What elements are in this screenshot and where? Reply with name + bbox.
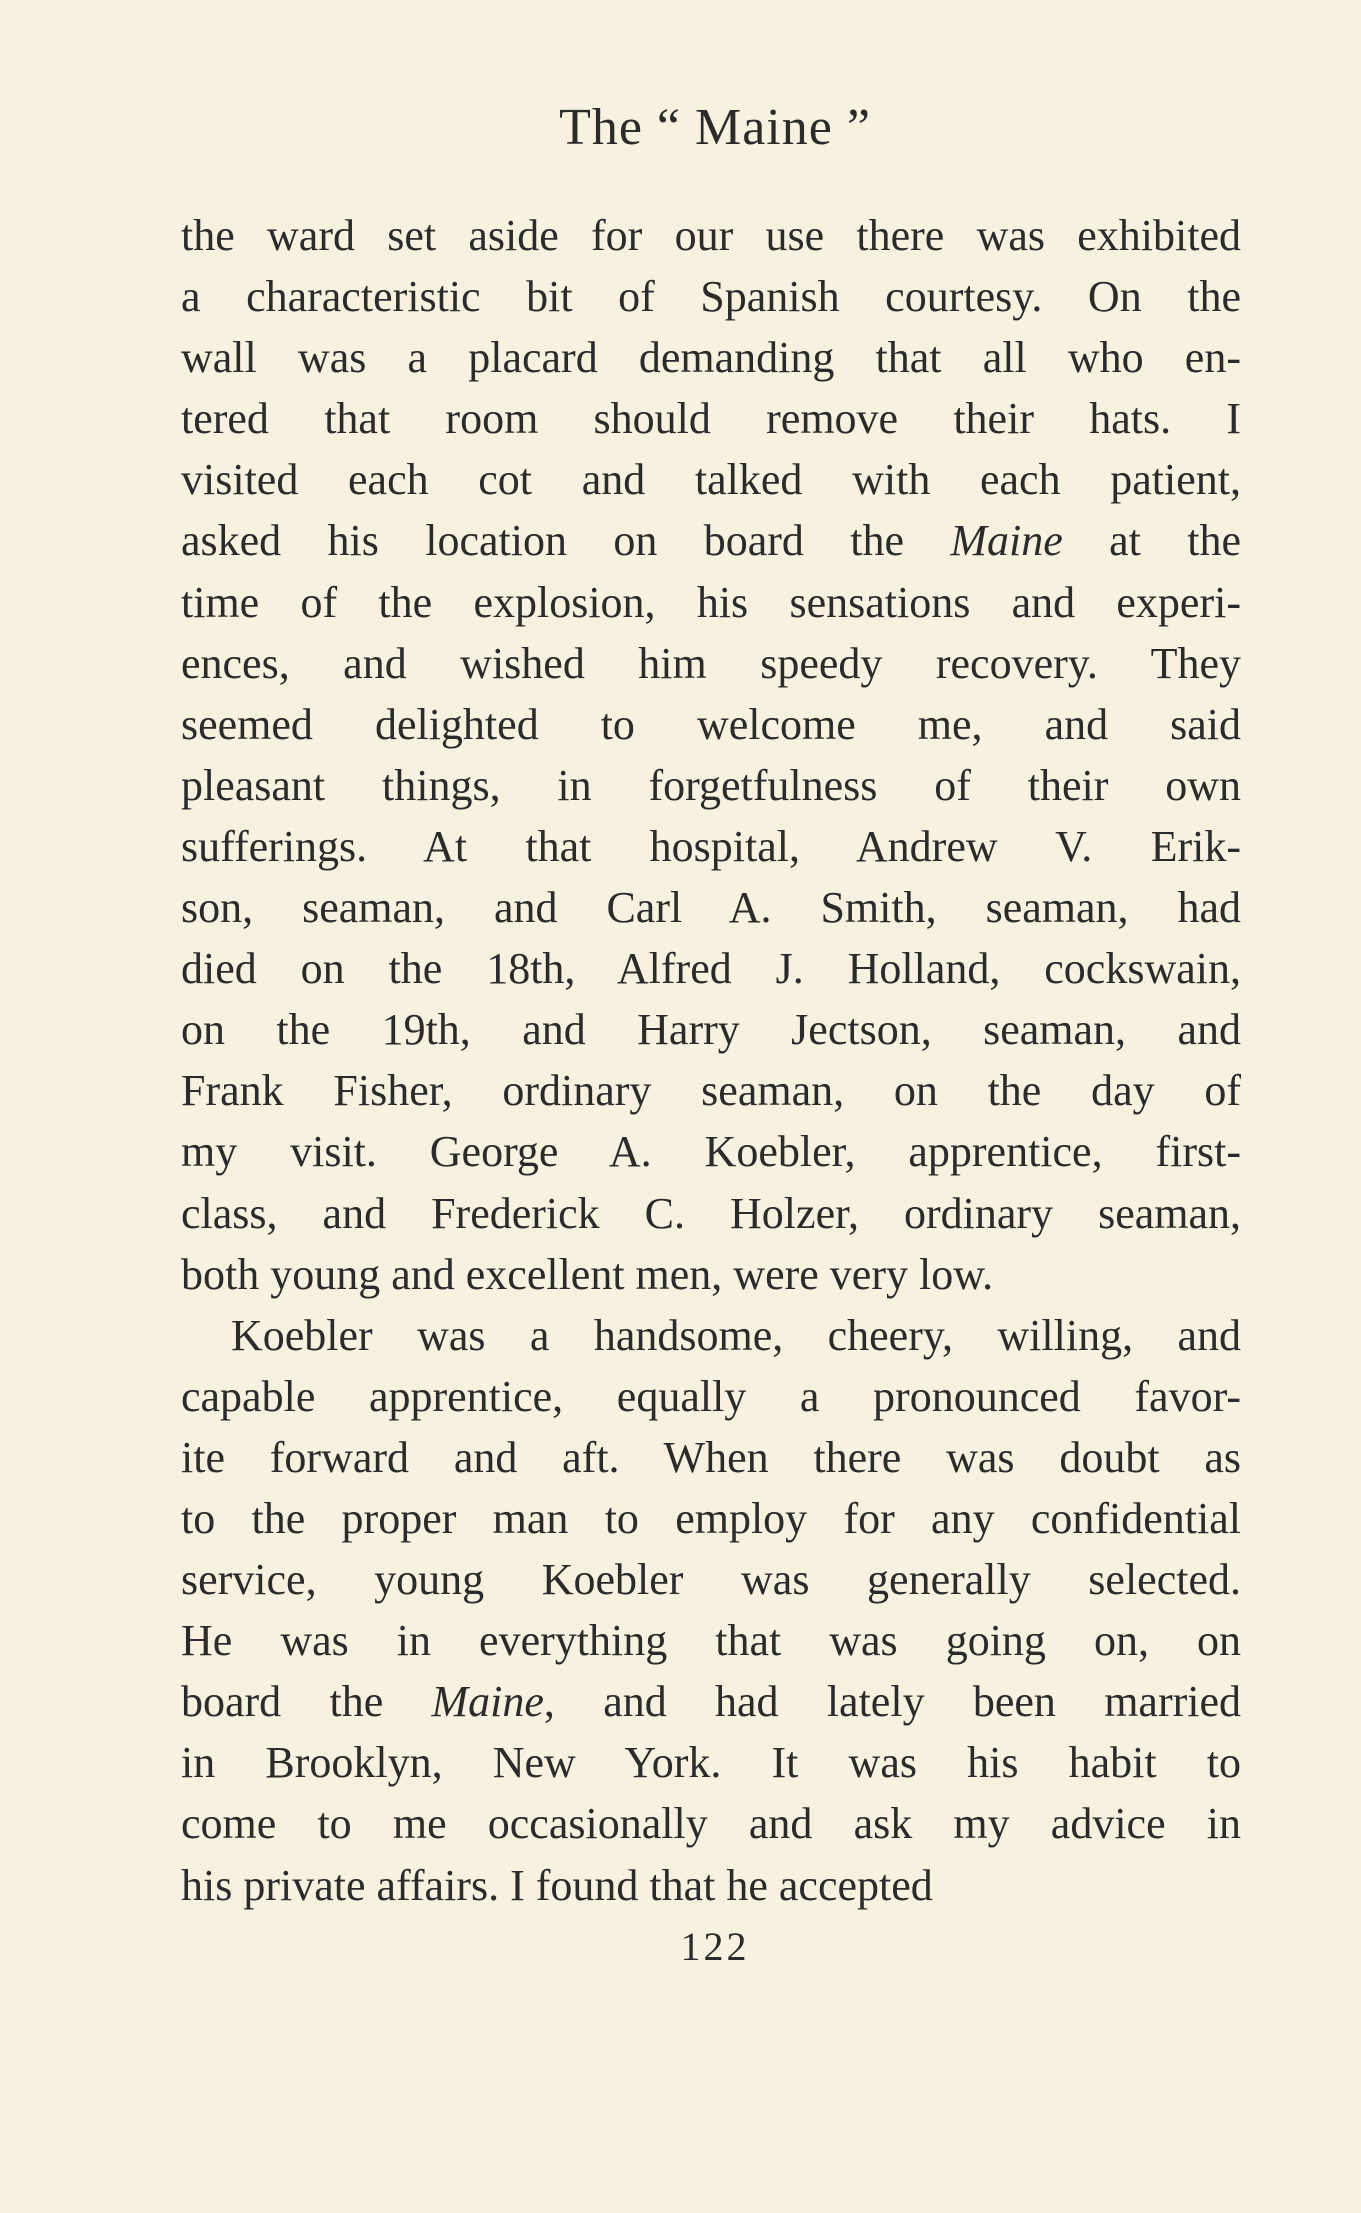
text-line: seemed delighted to welcome me, and said bbox=[181, 699, 1241, 749]
text-line: board the Maine, and had lately been married bbox=[181, 1677, 1242, 1727]
body-text bbox=[181, 205, 1241, 1916]
text-line: ences, and wished him speedy recovery. They bbox=[181, 638, 1241, 688]
text-line: visited each cot and talked with each patient, bbox=[181, 455, 1241, 505]
text-line: tered that room should remove their hats. I bbox=[181, 394, 1241, 444]
text-line: pleasant things, in forgetfulness of their own bbox=[181, 760, 1241, 810]
italic-ship-name: Maine bbox=[950, 516, 1063, 566]
text-line: both young and excellent men, were very low. bbox=[181, 1249, 994, 1299]
text-line: to the proper man to employ for any confidential bbox=[181, 1493, 1241, 1543]
italic-ship-name: Maine bbox=[431, 1677, 544, 1727]
text-line: wall was a placard demanding that all who en- bbox=[181, 333, 1241, 383]
text-line: on the 19th, and Harry Jectson, seaman, and bbox=[181, 1005, 1241, 1055]
text-line: son, seaman, and Carl A. Smith, seaman, had bbox=[181, 883, 1241, 933]
text-line: Frank Fisher, ordinary seaman, on the day of bbox=[181, 1066, 1241, 1116]
text-line: died on the 18th, Alfred J. Holland, cockswain, bbox=[181, 944, 1241, 994]
text-line: the ward set aside for our use there was exhibited bbox=[181, 211, 1241, 260]
text-line: sufferings. At that hospital, Andrew V. Erik- bbox=[181, 821, 1241, 871]
text-line: in Brooklyn, New York. It was his habit to bbox=[181, 1738, 1241, 1788]
text-line: asked his location on board the Maine at the bbox=[181, 516, 1241, 566]
page-number: 122 bbox=[680, 1924, 750, 1969]
running-head: The “ Maine ” bbox=[559, 99, 871, 156]
text-line: service, young Koebler was generally selected. bbox=[181, 1555, 1241, 1605]
text-line: He was in everything that was going on, on bbox=[181, 1616, 1241, 1666]
text-line: Koebler was a handsome, cheery, willing, and bbox=[231, 1310, 1241, 1360]
text-line: come to me occasionally and ask my advice in bbox=[181, 1799, 1241, 1849]
text-line: his private affairs. I found that he accepted bbox=[181, 1860, 933, 1910]
text-line: capable apprentice, equally a pronounced favor- bbox=[181, 1371, 1241, 1421]
text-line: my visit. George A. Koebler, apprentice, first- bbox=[181, 1127, 1241, 1177]
text-line: class, and Frederick C. Holzer, ordinary seaman, bbox=[181, 1188, 1241, 1238]
text-line: time of the explosion, his sensations and experi- bbox=[181, 577, 1241, 627]
text-line: ite forward and aft. When there was doubt as bbox=[181, 1432, 1241, 1482]
text-line: a characteristic bit of Spanish courtesy. On the bbox=[181, 272, 1241, 322]
